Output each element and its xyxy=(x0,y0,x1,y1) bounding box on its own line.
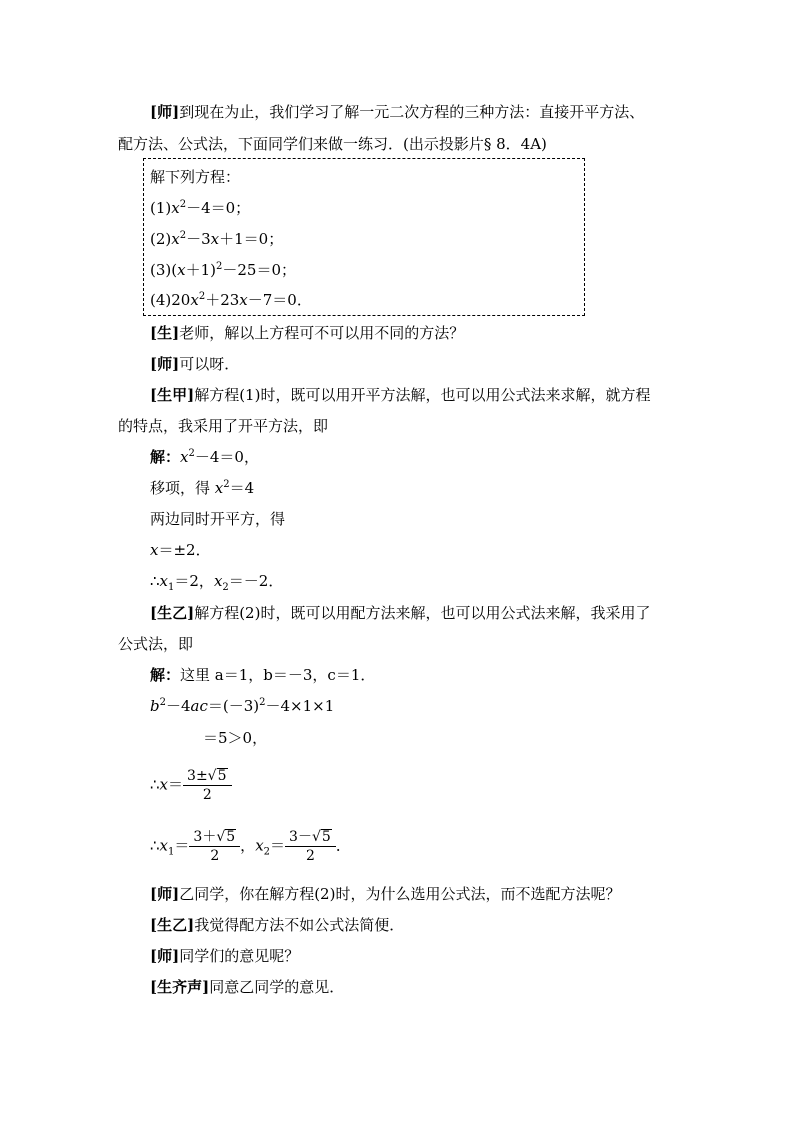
exercise-item-2: $(2)x^2-3x+1=0$； xyxy=(150,230,284,248)
speaker-label: [师] xyxy=(150,103,180,121)
speaker-label: [生齐声] xyxy=(150,978,210,996)
closing-line-2: [生乙]我觉得配方法不如公式法简便． xyxy=(150,916,405,934)
student-a-step-1: 解：$x^2-4=0$， xyxy=(150,448,259,466)
closing-line-4: [生齐声]同意乙同学的意见． xyxy=(150,978,345,996)
exercise-item-4: $(4)20x^2+23x-7=0$． xyxy=(150,291,312,309)
student-a-step-5: $\therefore x_1=2$，$x_2=-2$． xyxy=(150,572,284,593)
speaker-label: [师] xyxy=(150,885,180,903)
student-b-coefficients: 解：这里 a＝1，b＝－3，c＝1． xyxy=(150,666,376,684)
fraction: $\frac{3+√5}{2}$ xyxy=(189,828,240,865)
exercise-item-1: $(1)x^2-4=0$； xyxy=(150,199,251,217)
student-a-step-3: 两边同时开平方，得 xyxy=(150,510,286,528)
closing-line-3: [师]同学们的意见呢？ xyxy=(150,947,300,965)
speaker-label: [生甲] xyxy=(150,386,195,404)
intro-line-1 xyxy=(150,102,644,122)
fraction: $\frac{3-√5}{2}$ xyxy=(285,828,336,865)
speaker-label: [生乙] xyxy=(150,604,195,622)
speaker-label: [生] xyxy=(150,324,180,342)
student-a-line-1: [生甲]解方程(1)时，既可以用开平方法解，也可以用公式法来求解，就方程 xyxy=(150,386,651,404)
dialog-line-2: [师]可以呀． xyxy=(150,355,240,373)
student-b-line-2: 公式法，即 xyxy=(118,635,194,653)
speaker-label: [师] xyxy=(150,355,180,373)
student-a-line-2: 的特点，我采用了开平方法，即 xyxy=(118,417,329,435)
speaker-label: [生乙] xyxy=(150,916,195,934)
closing-line-1: [师]乙同学，你在解方程(2)时，为什么选用公式法，而不选配方法呢？ xyxy=(150,885,621,903)
student-b-discriminant: $b^2-4ac=(-3)^2-4\times 1\times 1$ xyxy=(150,697,335,715)
student-a-step-4: x＝±2． xyxy=(150,541,211,559)
exercise-title: 解下列方程： xyxy=(150,168,241,186)
intro-text-1: 到现在为止，我们学习了解一元二次方程的三种方法：直接开平方法、 xyxy=(179,103,645,121)
student-b-root-formula: ∴x＝ $\frac{3\pm√5}{2}$ xyxy=(150,767,232,804)
dialog-line-1: [生]老师，解以上方程可不可以用不同的方法？ xyxy=(150,324,465,342)
fraction: $\frac{3\pm√5}{2}$ xyxy=(183,767,231,804)
intro-line-2: 配方法、公式法，下面同学们来做一练习．(出示投影片§ 8．4A) xyxy=(118,135,547,153)
student-b-line-1: [生乙]解方程(2)时，既可以用配方法来解，也可以用公式法来解，我采用了 xyxy=(150,604,651,622)
student-b-discriminant-result: ＝5＞0， xyxy=(203,729,268,747)
speaker-label: [师] xyxy=(150,947,180,965)
student-a-step-2: 移项，得 $x^2=4$ xyxy=(150,479,255,497)
exercise-item-3: $(3)(x+1)^2-25=0$； xyxy=(150,261,296,279)
student-b-roots: $\therefore x_1=$ $\frac{3+√5}{2}$ ，$x_2=$ $\frac{3-√5}{2}$ ． xyxy=(150,829,351,864)
